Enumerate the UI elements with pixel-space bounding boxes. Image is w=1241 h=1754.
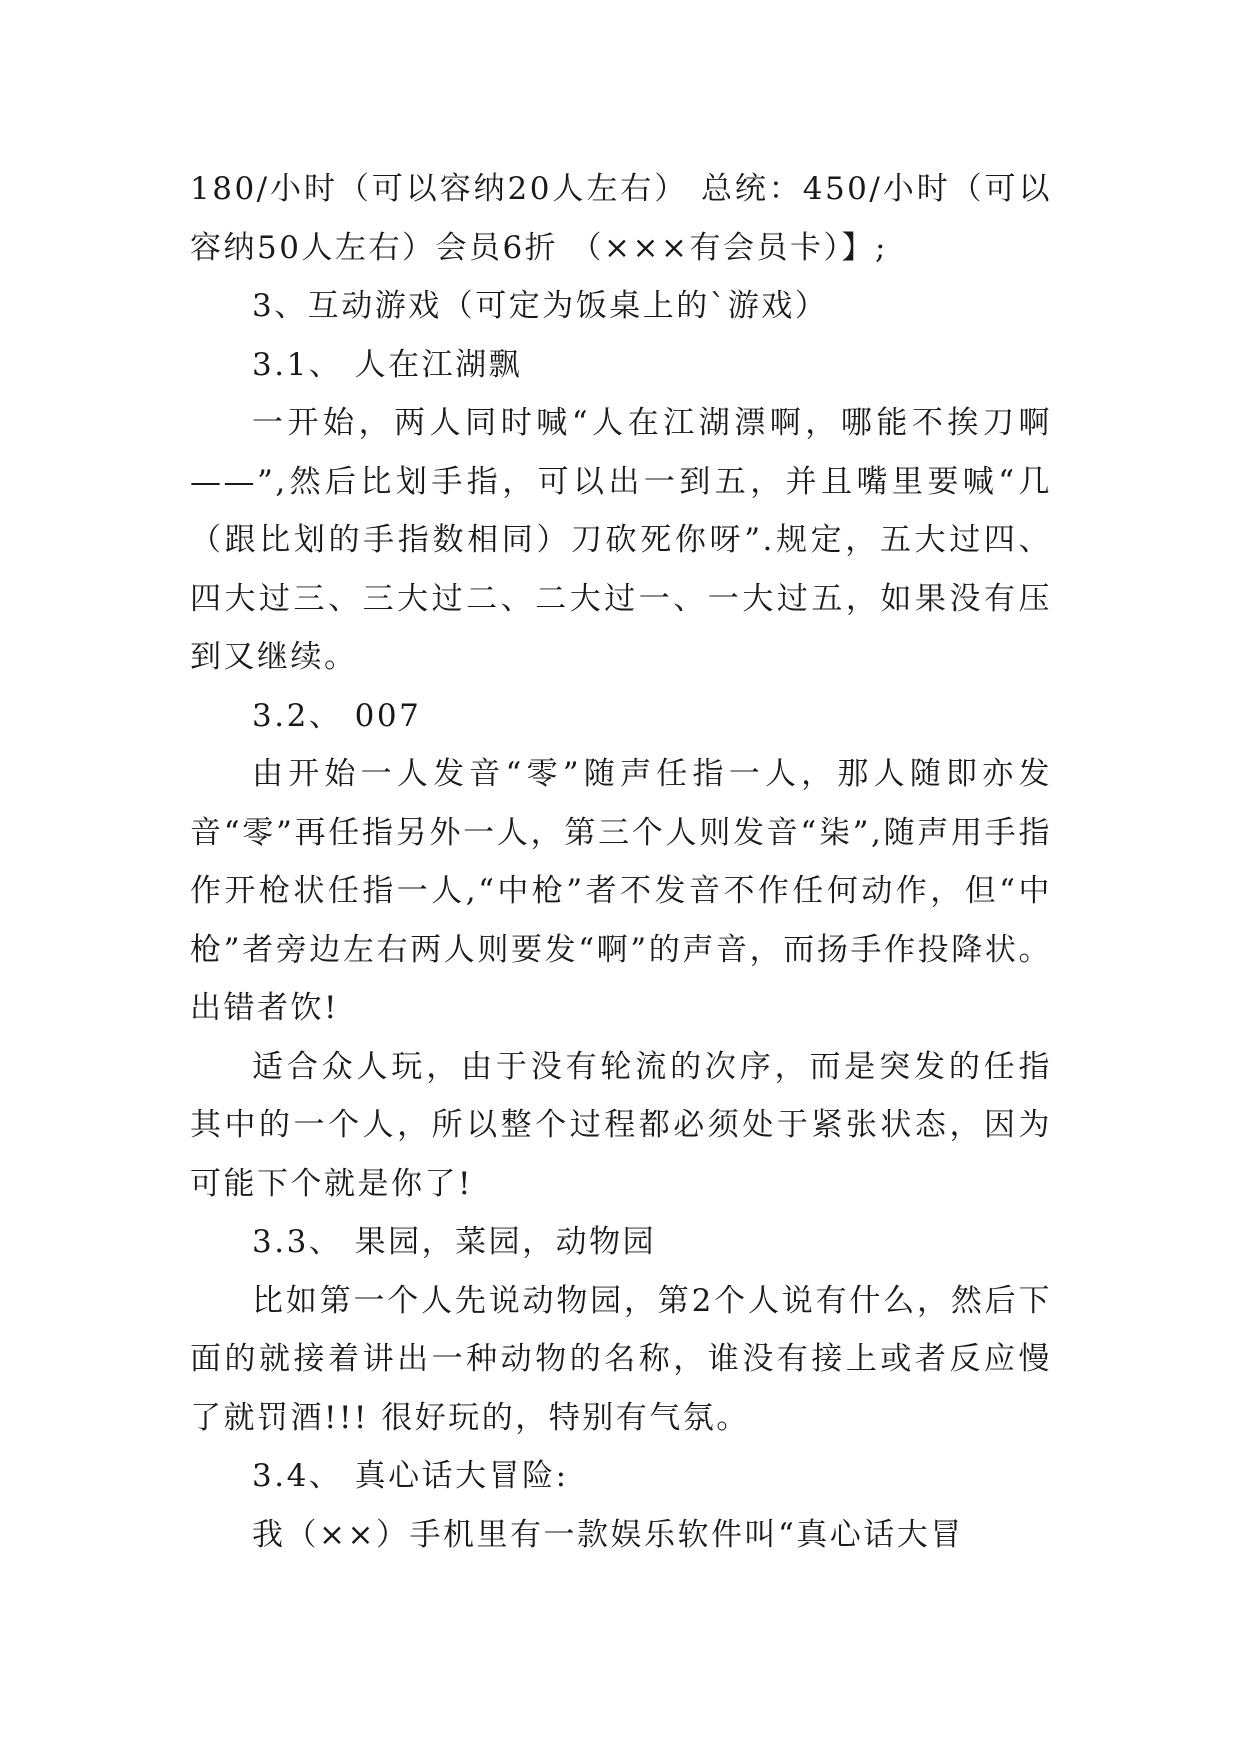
document-page	[190, 160, 1052, 1564]
section-3-4-heading: 3.4、 真心话大冒险:	[252, 1458, 569, 1494]
pricing-continued-paragraph: 180/小时（可以容纳20人左右） 总统：450/小时（可以容纳50人左右）会员6折 （×××有会员卡）】;	[190, 171, 1052, 266]
section-3-2-heading: 3.2、 007	[252, 697, 422, 734]
section-3-heading: 3、互动游戏（可定为饭桌上的`游戏）	[252, 288, 829, 324]
section-3-3-body: 比如第一个人先说动物园，第2个人说有什么，然后下面的就接着讲出一种动物的名称，谁没有接上或者反应慢了就罚酒!!! 很好玩的，特别有气氛。	[190, 1282, 1052, 1436]
section-3-1-heading: 3.1、 人在江湖飘	[252, 346, 523, 383]
section-3-3-heading: 3.3、 果园，菜园，动物园	[252, 1224, 657, 1260]
section-3-4-body: 我（××）手机里有一款娱乐软件叫“真心话大冒	[252, 1516, 964, 1553]
section-3-1-body: 一开始，两人同时喊“人在江湖漂啊，哪能不挨刀啊——”,然后比划手指，可以出一到五，并且嘴里要喊“几（跟比划的手指数相同）刀砍死你呀”.规定，五大过四、四大过三、三大过二、二大过一、一大过五，如果没有压到又继续。	[190, 405, 1052, 675]
section-3-2-body-2: 适合众人玩，由于没有轮流的次序，而是突发的任指其中的一个人，所以整个过程都必须处于紧张状态，因为可能下个就是你了!	[190, 1048, 1052, 1202]
section-3-2-body-1: 由开始一人发音“零”随声任指一人，那人随即亦发音“零”再任指另外一人，第三个人则发音“柒”,随声用手指作开枪状任指一人,“中枪”者不发音不作任何动作，但“中枪”者旁边左右两人则要发“啊”的声音，而扬手作投降状。出错者饮!	[190, 756, 1052, 1026]
